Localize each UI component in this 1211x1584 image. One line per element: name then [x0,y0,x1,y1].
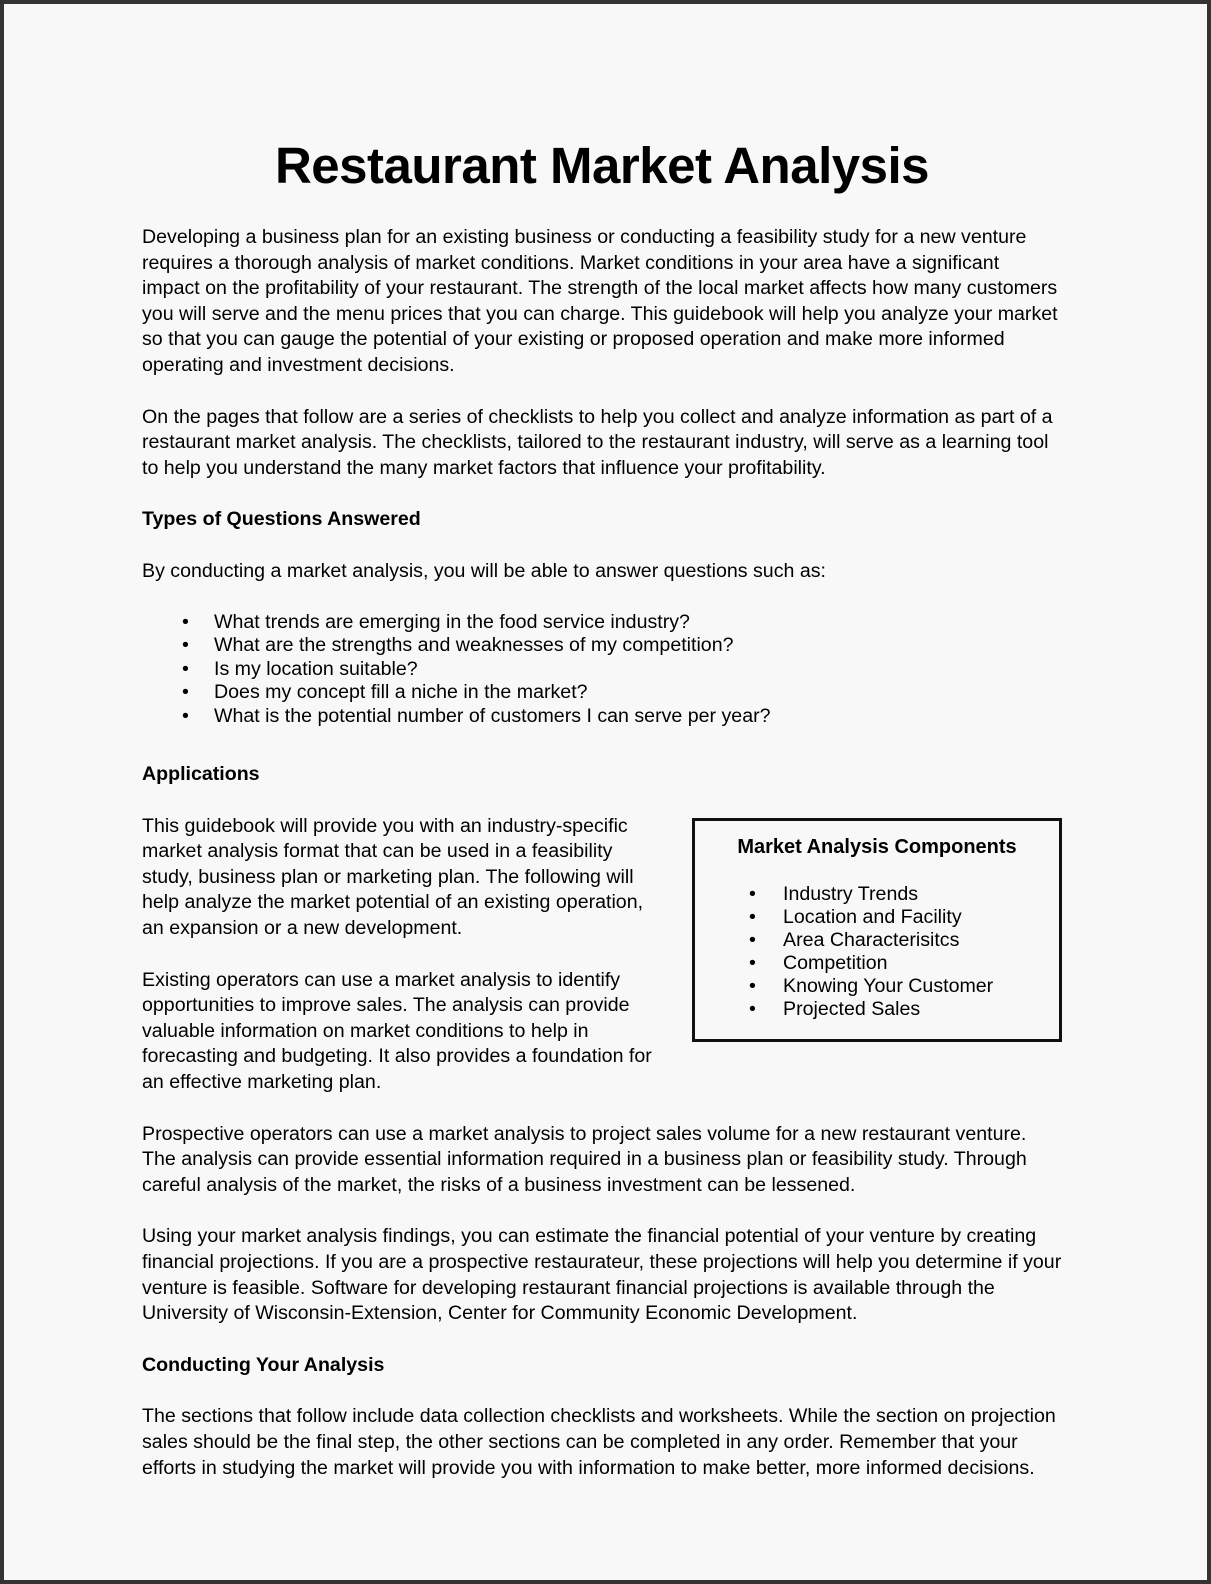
market-analysis-components-box [692,818,1062,1042]
section-heading-types-of-questions: Types of Questions Answered [142,508,421,531]
spacer [142,533,1062,559]
spacer [142,728,1062,762]
spacer [142,585,1062,611]
list-item [142,634,1062,658]
intro-paragraph-2: On the pages that follow are a series of checklists to help you collect and analyze information as part of a restaurant market analysis. The checklists, tailored to the restaurant industry, will serve as a learning tool to help you understand the many market factors that influence your profitability. [142,405,1053,479]
list-item [695,883,1059,906]
spacer [142,1378,1062,1404]
spacer [142,1327,1062,1353]
bullet-icon: • [749,882,756,905]
applications-paragraph-2: Existing operators can use a market analysis to identify opportunities to improve sales. The analysis can provide valuable information on market conditions to help in forecasting and budgeting. It also provides a foundation for an effective marketing plan. [142,968,652,1093]
document-content [142,4,1062,1481]
list-item [695,906,1059,929]
bullet-icon: • [749,974,756,997]
bullet-icon: • [182,704,189,727]
bullet-icon: • [182,681,189,704]
bullet-icon: • [182,634,189,657]
bullet-icon: • [182,610,189,633]
list-item-label: What trends are emerging in the food service industry? [214,610,690,633]
page-title: Restaurant Market Analysis [274,137,930,194]
list-item-label: Projected Sales [783,997,921,1020]
list-item-label: Location and Facility [783,905,962,928]
list-item-label: Is my location suitable? [214,657,418,680]
spacer [142,191,1062,225]
bullet-icon: • [749,928,756,951]
list-item [142,681,1062,705]
list-item-label: What are the strengths and weaknesses of my competition? [214,634,734,657]
list-item [695,929,1059,952]
conducting-paragraph: The sections that follow include data collection checklists and worksheets. While the section on projection sales should be the final step, the other sections can be completed in any order. Remember that your efforts in studying the market will provide you with information to make better, more informed decisions. [142,1405,1056,1479]
list-item-label: Industry Trends [783,882,919,905]
spacer [142,1096,1062,1122]
list-item [142,658,1062,682]
bullet-icon: • [749,951,756,974]
list-item [142,611,1062,635]
list-item-label: Competition [783,951,888,974]
spacer [142,1198,1062,1224]
applications-paragraph-3: Prospective operators can use a market analysis to project sales volume for a new restaurant venture. The analysis can provide essential information required in a business plan or feasibility study. Through careful analysis of the market, the risks of a business investment can be lessened. [142,1122,1027,1196]
applications-body [142,814,1062,1096]
applications-paragraph-4: Using your market analysis findings, you can estimate the financial potential of your venture by creating financial projections. If you are a prospective restaurateur, these projections will help you determine if your venture is feasible. Software for developing restaurant financial projections is available through the University of Wisconsin-Extension, Center for Community Economic Development. [142,1225,1062,1325]
list-item [695,952,1059,975]
list-item-label: Area Characterisitcs [783,928,960,951]
callout-list [695,859,1059,1021]
bullet-icon: • [749,997,756,1020]
list-item-label: What is the potential number of customers I can serve per year? [214,704,771,727]
bullet-icon: • [182,657,189,680]
list-item-label: Does my concept fill a niche in the market? [214,681,588,704]
section-heading-conducting-your-analysis: Conducting Your Analysis [142,1353,385,1376]
applications-paragraph-1: This guidebook will provide you with an industry-specific market analysis format that can be used in a feasibility study, business plan or marketing plan. The following will help analyze the market potential of an existing operation, an expansion or a new development. [142,814,644,939]
questions-list [142,611,1062,729]
section-heading-applications: Applications [142,763,260,786]
list-item [142,705,1062,729]
list-item-label: Knowing Your Customer [783,974,994,997]
spacer [142,481,1062,507]
callout-title: Market Analysis Components [737,835,1017,858]
spacer [142,379,1062,405]
spacer [142,788,1062,814]
list-item [695,975,1059,998]
questions-lead-text: By conducting a market analysis, you will be able to answer questions such as: [142,559,826,582]
bullet-icon: • [749,905,756,928]
intro-paragraph-1: Developing a business plan for an existing business or conducting a feasibility study for a new venture requires a thorough analysis of market conditions. Market conditions in your area have a significant impact on the profitability of your restaurant. The strength of the local market affects how many customers you will serve and the menu prices that you can charge. This guidebook will help you analyze your market so that you can gauge the potential of your existing or proposed operation and make more informed operating and investment decisions. [142,226,1058,376]
list-item [695,998,1059,1021]
